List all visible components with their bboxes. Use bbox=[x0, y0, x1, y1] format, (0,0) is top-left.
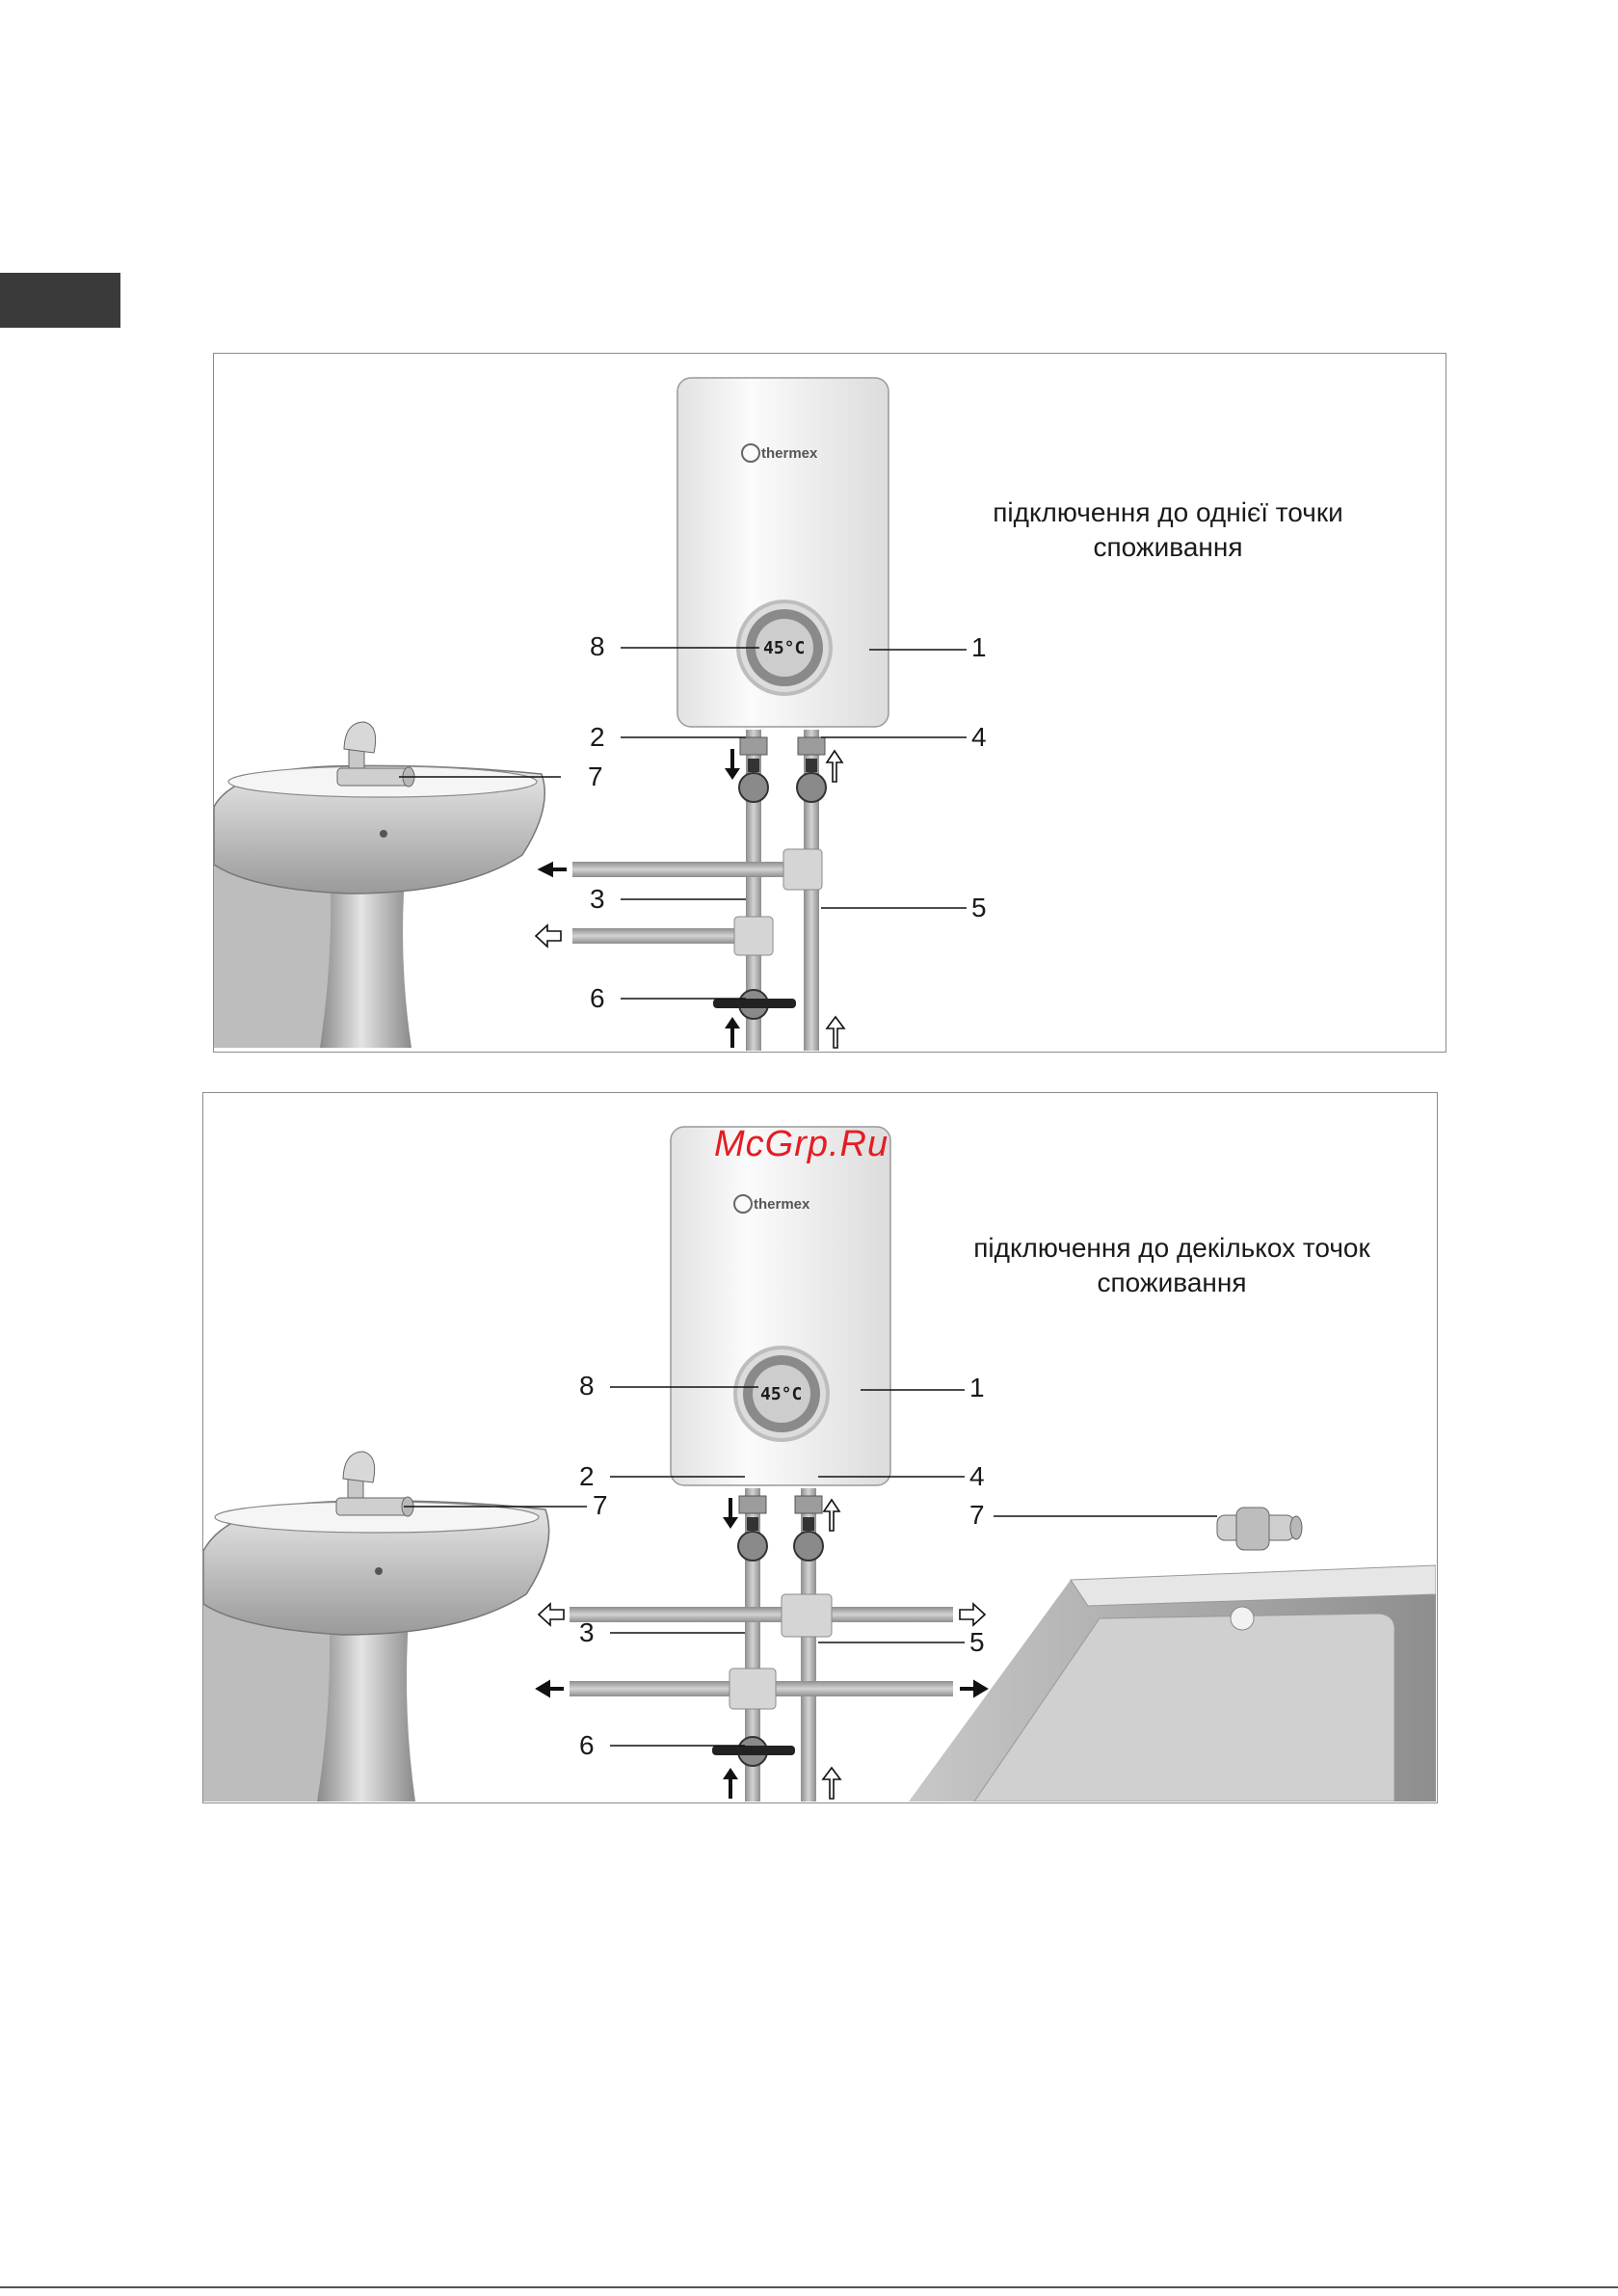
label-heater: 1 bbox=[969, 1373, 985, 1402]
water-heater bbox=[671, 1127, 890, 1485]
arrow-down-icon bbox=[725, 749, 740, 780]
label-cold-inlet: 2 bbox=[590, 722, 605, 752]
diagram-multi-point bbox=[202, 1092, 1438, 1803]
label-heater: 1 bbox=[971, 632, 987, 662]
label-tee: 3 bbox=[590, 884, 605, 914]
diagram-single-point bbox=[213, 353, 1446, 1053]
arrow-right-icon bbox=[960, 1683, 985, 1695]
bathtub bbox=[909, 1565, 1436, 1802]
arrow-up-icon bbox=[725, 1017, 740, 1048]
label-shutoff-valve: 6 bbox=[579, 1730, 595, 1760]
washbasin bbox=[214, 765, 544, 1048]
label-hot-outlet: 4 bbox=[969, 1461, 985, 1491]
shutoff-valve bbox=[713, 990, 796, 1019]
label-tee: 3 bbox=[579, 1617, 595, 1647]
temperature-display: 45°C bbox=[760, 1384, 803, 1404]
label-tap-bath: 7 bbox=[969, 1500, 985, 1530]
water-heater bbox=[677, 378, 889, 727]
label-hot-outlet: 4 bbox=[971, 722, 987, 752]
shutoff-valve bbox=[712, 1737, 795, 1766]
caption-line-1: підключення до однієї точки bbox=[993, 497, 1343, 527]
brand-logo: thermex bbox=[761, 445, 818, 462]
label-display: 8 bbox=[590, 631, 605, 661]
arrow-left-icon bbox=[539, 1683, 564, 1695]
tap-icon bbox=[336, 1452, 413, 1516]
caption-line-2: споживання bbox=[1093, 532, 1243, 562]
arrow-up-outline-icon bbox=[823, 1768, 840, 1799]
caption-line-1: підключення до декількох точок bbox=[973, 1233, 1370, 1263]
arrow-down-icon bbox=[723, 1498, 738, 1529]
arrow-up-outline-icon bbox=[827, 1017, 844, 1048]
arrow-left-icon bbox=[542, 865, 567, 874]
label-cold-inlet: 2 bbox=[579, 1461, 595, 1491]
page-bottom-rule bbox=[0, 2286, 1618, 2288]
arrow-right-outline-icon bbox=[960, 1604, 985, 1625]
label-display: 8 bbox=[579, 1371, 595, 1401]
label-supply-pipe: 5 bbox=[971, 893, 987, 922]
brand-logo: thermex bbox=[754, 1196, 810, 1213]
caption-single-point bbox=[966, 495, 1370, 565]
arrow-left-outline-icon bbox=[539, 1604, 564, 1625]
label-tap-sink: 7 bbox=[593, 1490, 608, 1520]
bath-tap-icon bbox=[1217, 1508, 1302, 1550]
single-point-drawing bbox=[214, 354, 1445, 1051]
multi-point-drawing bbox=[203, 1093, 1436, 1802]
caption-multi-point bbox=[945, 1231, 1398, 1300]
label-tap: 7 bbox=[588, 761, 603, 791]
temperature-display: 45°C bbox=[763, 638, 806, 658]
washbasin bbox=[203, 1501, 549, 1802]
label-supply-pipe: 5 bbox=[969, 1627, 985, 1657]
caption-line-2: споживання bbox=[1097, 1268, 1247, 1297]
arrow-up-outline-icon bbox=[824, 1500, 839, 1531]
arrow-up-icon bbox=[723, 1768, 738, 1799]
watermark: McGrp.Ru bbox=[714, 1124, 889, 1164]
arrow-left-outline-icon bbox=[536, 925, 561, 947]
label-shutoff-valve: 6 bbox=[590, 983, 605, 1013]
section-tab-marker bbox=[0, 273, 120, 328]
arrow-up-outline-icon bbox=[827, 751, 842, 782]
